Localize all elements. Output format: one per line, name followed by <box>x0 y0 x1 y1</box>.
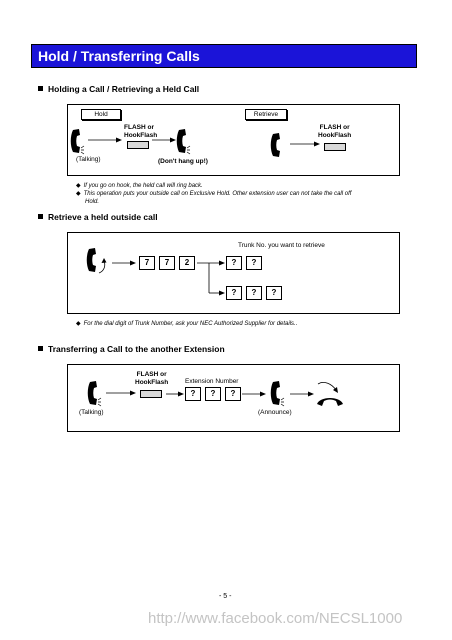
flash-label-line2: HookFlash <box>135 379 169 386</box>
diamond-bullet-icon: ◆ <box>76 183 81 189</box>
handset-icon <box>270 380 284 406</box>
dial-key-2: 2 <box>179 256 195 270</box>
flash-key-icon <box>127 141 149 149</box>
bullet-square-icon <box>38 346 43 351</box>
page-title: Hold / Transferring Calls <box>38 48 200 64</box>
handset-icon <box>270 132 284 158</box>
flash-label-transfer <box>135 371 168 387</box>
dial-key-unknown: ? <box>205 387 221 401</box>
talking-label: (Talking) <box>76 156 101 163</box>
arrow-right-icon <box>290 141 320 147</box>
arrow-right-icon <box>112 260 136 266</box>
handset-icon <box>87 380 101 406</box>
note-text: If you go on hook, the held call will ring back. <box>83 183 203 189</box>
note-item-continued: Hold. <box>85 199 100 205</box>
flash-key-icon <box>324 143 346 151</box>
announce-label: (Announce) <box>258 409 292 416</box>
flash-key-icon <box>140 390 162 398</box>
branch-arrow-icon <box>197 259 225 299</box>
flash-label-line1: FLASH or <box>124 124 154 131</box>
note-item <box>76 190 351 198</box>
dial-key-unknown: ? <box>246 256 262 270</box>
watermark-url: http://www.facebook.com/NECSL1000 <box>148 610 403 627</box>
dont-hang-up-label: (Don't hang up!) <box>158 158 208 165</box>
handset-icon <box>84 247 110 277</box>
retrieve-diagram-box <box>67 232 400 314</box>
flash-label-line2: HookFlash <box>124 132 158 139</box>
flash-label-line1: FLASH or <box>319 124 350 131</box>
note-text: This operation puts your outside call on Exclusive Hold. Other extension user can not take the call off <box>83 191 352 197</box>
handset-icon <box>176 128 190 154</box>
page-number: - 5 - <box>219 593 232 600</box>
diamond-bullet-icon: ◆ <box>76 191 81 197</box>
dial-key-unknown: ? <box>185 387 201 401</box>
note-item <box>76 182 351 190</box>
flash-label-line1: FLASH or <box>136 371 167 378</box>
hold-tag: Hold <box>81 109 121 120</box>
handset-icon <box>70 128 84 154</box>
section-heading-text: Transferring a Call to the another Extension <box>48 344 225 354</box>
note-text: For the dial digit of Trunk Number, ask your NEC Authorized Supplier for details.. <box>83 321 298 327</box>
note-item <box>76 320 297 328</box>
arrow-right-icon <box>290 391 314 397</box>
talking-label: (Talking) <box>79 409 104 416</box>
title-banner <box>31 44 417 68</box>
arrow-right-icon <box>152 137 176 143</box>
bullet-square-icon <box>38 86 43 91</box>
dial-key-unknown: ? <box>226 286 242 300</box>
flash-label-line2: HookFlash <box>318 132 352 139</box>
section-heading-hold <box>38 84 199 94</box>
section-heading-text: Retrieve a held outside call <box>48 212 158 222</box>
section-heading-text: Holding a Call / Retrieving a Held Call <box>48 84 200 94</box>
flash-label-retrieve <box>318 124 351 140</box>
arrow-right-icon <box>106 390 136 396</box>
trunk-number-label: Trunk No. you want to retrieve <box>238 242 325 249</box>
section-heading-transfer <box>38 344 225 354</box>
dial-key-unknown: ? <box>225 387 241 401</box>
diamond-bullet-icon: ◆ <box>76 321 81 327</box>
arrow-right-icon <box>242 391 266 397</box>
dial-key-unknown: ? <box>226 256 242 270</box>
arrow-right-icon <box>88 137 122 143</box>
dial-key-7: 7 <box>139 256 155 270</box>
retrieve-tag: Retrieve <box>245 109 287 120</box>
dial-key-7: 7 <box>159 256 175 270</box>
section-heading-retrieve <box>38 212 158 222</box>
dial-key-unknown: ? <box>246 286 262 300</box>
dial-key-unknown: ? <box>266 286 282 300</box>
note-list <box>76 182 351 206</box>
arrow-right-icon <box>166 391 184 397</box>
extension-number-label: Extension Number <box>185 378 239 385</box>
hang-up-icon <box>314 378 348 408</box>
bullet-square-icon <box>38 214 43 219</box>
